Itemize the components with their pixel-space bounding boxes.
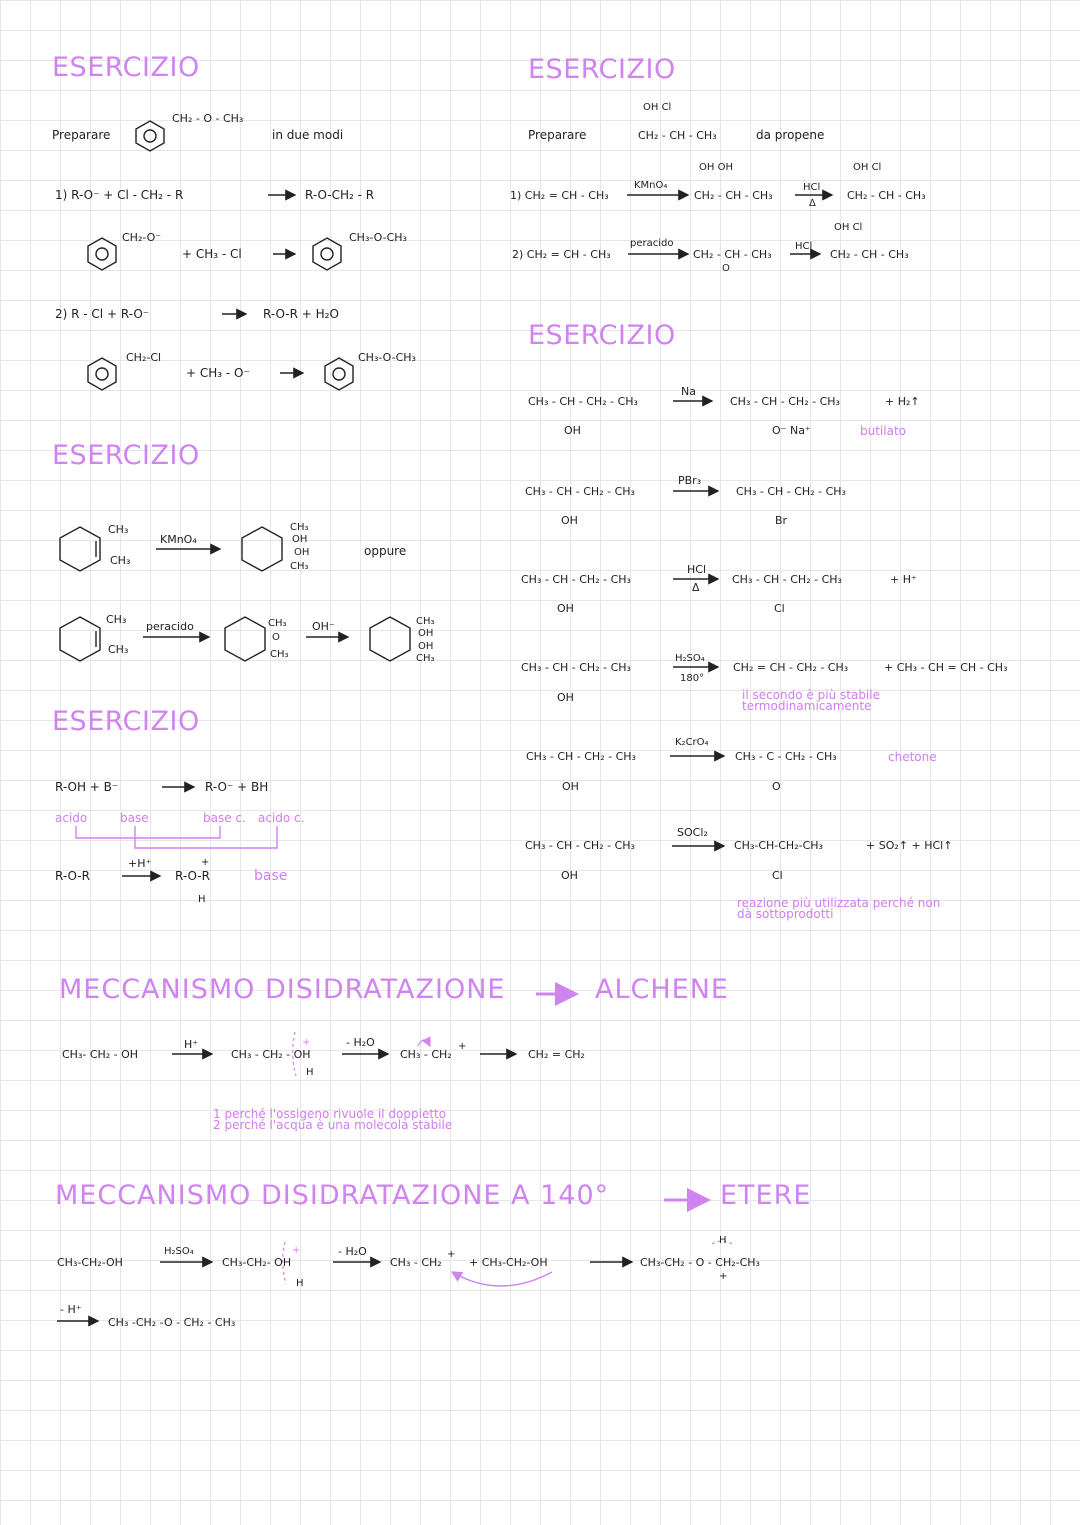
ex3-label-base: base xyxy=(120,811,149,825)
ex2-p2-1: OH xyxy=(418,628,434,639)
ex4-route1-delta: Δ xyxy=(809,198,816,209)
mech1-step1: CH₃- CH₂ - OH xyxy=(62,1048,139,1061)
mech2-reagent3: - H⁺ xyxy=(60,1303,82,1316)
ex1-line3: 2) R - Cl + R-O⁻ xyxy=(55,307,150,321)
ex2-p1-3: CH₃ xyxy=(290,561,309,572)
mech2-step4-plus: + xyxy=(719,1271,728,1282)
ex4-route2-product: CH₂ - CH - CH₃ xyxy=(830,248,909,261)
mech2-step3: CH₃ - CH₂ xyxy=(390,1256,442,1269)
ex5-r0-product: CH₃ - CH - CH₂ - CH₃ xyxy=(730,395,840,408)
ex1-line4-b: + CH₃ - O⁻ xyxy=(186,366,250,380)
mech1-target: ALCHENE xyxy=(595,974,729,1005)
ex5-r2-reagent: HCl xyxy=(687,563,707,576)
ex5-r5-extra: + SO₂↑ + HCl↑ xyxy=(866,839,953,852)
ex2-p1-1: OH xyxy=(292,534,308,545)
ex4-route1-reagent: KMnO₄ xyxy=(634,180,668,191)
ex3-base-note: base xyxy=(254,868,288,884)
benzene-ring-1 xyxy=(136,121,164,151)
cyclohexene-1 xyxy=(60,527,100,571)
ex4-title: ESERCIZIO xyxy=(528,54,676,85)
mech2-step5: CH₃ -CH₂ -O - CH₂ - CH₃ xyxy=(108,1316,236,1329)
ex3-equation-products: R-O⁻ + BH xyxy=(205,780,269,794)
ex4-route1-int: CH₂ - CH - CH₃ xyxy=(694,189,773,202)
ex4-target: CH₂ - CH - CH₃ xyxy=(638,129,717,142)
ex5-substrate: CH₃ - CH - CH₂ - CH₃ xyxy=(525,839,635,852)
ex1-sub: CH₂ - O - CH₃ xyxy=(172,112,244,125)
mech2-reagent2: - H₂O xyxy=(338,1245,367,1258)
ex2-methyl-1: CH₃ xyxy=(108,523,129,536)
ex2-methyl-4: CH₃ xyxy=(108,643,129,656)
ex2-reagent-kmno4: KMnO₄ xyxy=(160,533,197,546)
mech2-step2-h: H xyxy=(296,1278,304,1289)
ex2-p2-3: CH₃ xyxy=(416,653,435,664)
ex5-r0-note: butilato xyxy=(860,424,906,438)
mech2-step4: CH₃-CH₂ - O - CH₂-CH₃ xyxy=(640,1256,760,1269)
ex5-substrate: CH₃ - CH - CH₂ - CH₃ xyxy=(528,395,638,408)
ex4-da-propene: da propene xyxy=(756,128,825,142)
ex5-r3-product: CH₂ = CH - CH₂ - CH₃ xyxy=(733,661,849,674)
ex4-route2-reagent: peracido xyxy=(630,238,674,249)
ex5-substrate-oh: OH xyxy=(557,691,574,704)
ex3-title: ESERCIZIO xyxy=(52,706,200,737)
ex5-r4-reagent: K₂CrO₄ xyxy=(675,737,709,748)
ex2-p2-2: OH xyxy=(418,641,434,652)
mech1-step4: CH₂ = CH₂ xyxy=(528,1048,585,1061)
cyclohexane-diol-2 xyxy=(370,617,410,661)
ex5-r2-extra: + H⁺ xyxy=(890,573,917,586)
ex5-substrate-oh: OH xyxy=(561,869,578,882)
mech1-step2-plus: + xyxy=(302,1037,311,1048)
mech1-reagent1: H⁺ xyxy=(184,1038,199,1051)
ex3-ether: R-O-R xyxy=(55,869,90,883)
mech2-step2: CH₃-CH₂- OH xyxy=(222,1256,292,1269)
ex1-line1-product: R-O-CH₂ - R xyxy=(305,188,375,202)
ex5-r1-product: CH₃ - CH - CH₂ - CH₃ xyxy=(736,485,846,498)
ex4-target-top: OH Cl xyxy=(643,102,672,113)
ex5-r4-product: CH₃ - C - CH₂ - CH₃ xyxy=(735,750,837,763)
ex5-substrate: CH₃ - CH - CH₂ - CH₃ xyxy=(526,750,636,763)
ex3-label-acido-c: acido c. xyxy=(258,811,305,825)
ex5-r4-note: chetone xyxy=(888,750,937,764)
ex4-route2-reagent2: HCl xyxy=(795,241,813,252)
ex5-substrate-oh: OH xyxy=(564,424,581,437)
ex1-title: ESERCIZIO xyxy=(52,52,200,83)
ex4-route2: 2) CH₂ = CH - CH₃ xyxy=(512,248,611,261)
ex5-r3-reagent2: 180° xyxy=(680,673,705,684)
ex5-r5-product: CH₃-CH-CH₂-CH₃ xyxy=(734,839,823,852)
ex5-r2-reagent2: Δ xyxy=(692,581,700,594)
ex5-r0-reagent: Na xyxy=(681,385,696,398)
mech2-step1: CH₃-CH₂-OH xyxy=(57,1256,123,1269)
ex2-oppure: oppure xyxy=(364,544,407,558)
ex3-h: H xyxy=(198,894,206,905)
ex3-label-base-c: base c. xyxy=(203,811,246,825)
ex5-substrate: CH₃ - CH - CH₂ - CH₃ xyxy=(525,485,635,498)
ex1-intro: Preparare xyxy=(52,128,111,142)
ex4-route1-int-top: OH OH xyxy=(699,162,733,173)
ex3-reagent-h: +H⁺ xyxy=(128,857,152,870)
ex1-line2-a: CH₂-O⁻ xyxy=(122,231,162,244)
ex5-r0-extra: + H₂↑ xyxy=(885,395,920,408)
ex5-title: ESERCIZIO xyxy=(528,320,676,351)
ex2-ep-1: O xyxy=(272,632,280,643)
ex5-r3-note: il secondo è più stabile termodinamicamente xyxy=(742,688,880,713)
ex2-title: ESERCIZIO xyxy=(52,440,200,471)
ex5-substrate-oh: OH xyxy=(561,514,578,527)
ex5-substrate-oh: OH xyxy=(562,780,579,793)
ex1-line2-product: CH₃-O-CH₃ xyxy=(349,231,407,244)
mech2-title: MECCANISMO DISIDRATAZIONE A 140° xyxy=(55,1180,610,1211)
ex5-r1-reagent: PBr₃ xyxy=(678,474,702,487)
ex4-intro: Preparare xyxy=(528,128,587,142)
ex4-route2-oxygen: O xyxy=(722,263,730,274)
ex2-p2-0: CH₃ xyxy=(416,616,435,627)
ex2-ep-0: CH₃ xyxy=(268,618,287,629)
ex2-reagent-peracido: peracido xyxy=(146,620,194,633)
benzene-ring-3 xyxy=(313,238,341,270)
mech2-step2-plus: + xyxy=(292,1245,301,1256)
ex2-p1-2: OH xyxy=(294,547,310,558)
ex5-substrate: CH₃ - CH - CH₂ - CH₃ xyxy=(521,661,631,674)
mech1-step2-h: H xyxy=(306,1067,314,1078)
ex2-methyl-3: CH₃ xyxy=(106,613,127,626)
mech2-step3-plus: + xyxy=(447,1249,456,1260)
ex2-reagent-oh: OH⁻ xyxy=(312,620,335,633)
ex5-r2-sub: Cl xyxy=(774,602,785,615)
mech1-step2: CH₃ - CH₂ - OH xyxy=(231,1048,311,1061)
ex5-r2-product: CH₃ - CH - CH₂ - CH₃ xyxy=(732,573,842,586)
ex2-ep-2: CH₃ xyxy=(270,649,289,660)
ex5-r5-sub: Cl xyxy=(772,869,783,882)
ex5-r3-reagent: H₂SO₄ xyxy=(675,653,705,664)
ex5-substrate: CH₃ - CH - CH₂ - CH₃ xyxy=(521,573,631,586)
mech1-reagent2: - H₂O xyxy=(346,1036,375,1049)
mech1-step3-plus: + xyxy=(458,1041,467,1052)
cyclohexane-diol-1 xyxy=(242,527,282,571)
ex5-r3-extra: + CH₃ - CH = CH - CH₃ xyxy=(884,661,1008,674)
ex1-line3-product: R-O-R + H₂O xyxy=(263,307,339,321)
ex5-r1-sub: Br xyxy=(775,514,788,527)
ex4-route2-int: CH₂ - CH - CH₃ xyxy=(693,248,772,261)
ex5-r0-sub: O⁻ Na⁺ xyxy=(772,424,811,437)
ex1-line4-a: CH₂-Cl xyxy=(126,351,162,364)
epoxide-ring xyxy=(225,617,265,661)
benzene-ring-5 xyxy=(325,358,353,390)
ex5-r5-reagent: SOCl₂ xyxy=(677,826,708,839)
ex5-r5-note: reazione più utilizzata perché non dà sottoprodotti xyxy=(737,896,941,921)
ex3-product: R-O-R xyxy=(175,869,210,883)
ex2-methyl-2: CH₃ xyxy=(110,554,131,567)
mech1-step3: CH₃ - CH₂ xyxy=(400,1048,452,1061)
ex3-label-acido: acido xyxy=(55,811,88,825)
ex4-route1-reagent2: HCl xyxy=(803,182,821,193)
mech1-title: MECCANISMO DISIDRATAZIONE xyxy=(59,974,506,1005)
mech1-note2: 2 perché l'acqua è una molecola stabile xyxy=(213,1118,453,1132)
ex2-p1-0: CH₃ xyxy=(290,522,309,533)
ex5-substrate-oh: OH xyxy=(557,602,574,615)
mech2-step3b: + CH₃-CH₂-OH xyxy=(469,1256,548,1269)
cyclohexene-2 xyxy=(60,617,100,661)
ex5-r4-sub: O xyxy=(772,780,781,793)
mech2-step4-h: H xyxy=(719,1235,727,1246)
ex1-line1: 1) R-O⁻ + Cl - CH₂ - R xyxy=(55,188,184,202)
ex4-route1-product-top: OH Cl xyxy=(853,162,882,173)
benzene-ring-4 xyxy=(88,358,116,390)
benzene-ring-2 xyxy=(88,238,116,270)
ex3-plus: + xyxy=(201,857,210,868)
ex4-route2-product-top: OH Cl xyxy=(834,222,863,233)
mech2-reagent1: H₂SO₄ xyxy=(164,1246,194,1257)
ex4-route1-product: CH₂ - CH - CH₃ xyxy=(847,189,926,202)
mech2-target: ETERE xyxy=(720,1180,812,1211)
ex1-line4-product: CH₃-O-CH₃ xyxy=(358,351,416,364)
ex3-equation: R-OH + B⁻ xyxy=(55,780,119,794)
ex1-line2-b: + CH₃ - Cl xyxy=(182,247,242,261)
ex1-suffix: in due modi xyxy=(272,128,344,142)
ex4-route1: 1) CH₂ = CH - CH₃ xyxy=(510,189,609,202)
mech1-note1: 1 perché l'ossigeno rivuole il doppietto xyxy=(213,1107,447,1121)
